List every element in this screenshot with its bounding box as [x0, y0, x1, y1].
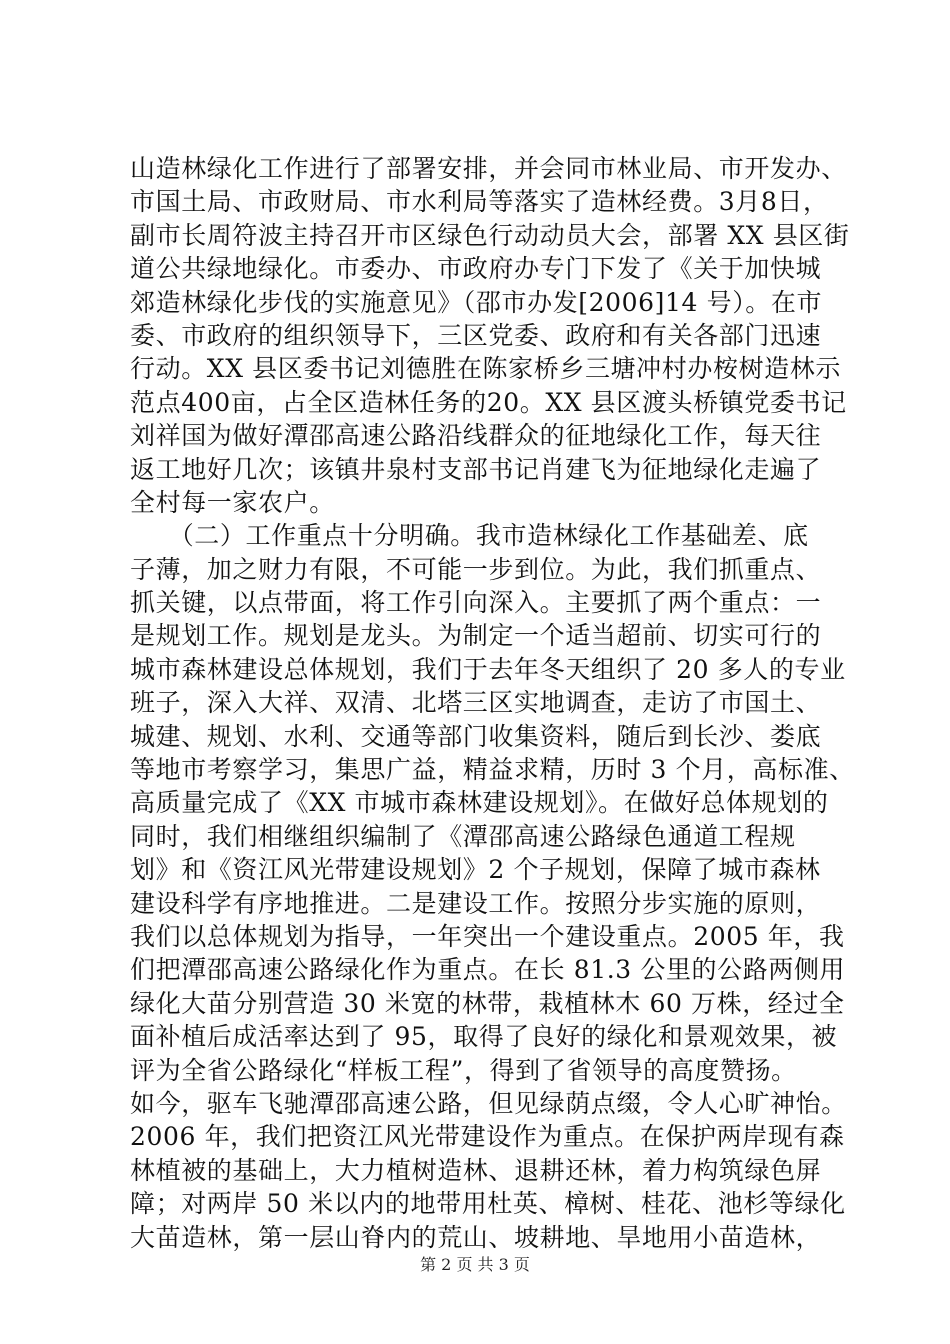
text-line: 2006 年，我们把资江风光带建设作为重点。在保护两岸现有森	[130, 1122, 845, 1152]
text-line: 委、市政府的组织领导下，三区党委、政府和有关各部门迅速	[130, 320, 822, 350]
text-line: 建设科学有序地推进。二是建设工作。按照分步实施的原则，	[130, 888, 822, 918]
text-line: 范点400亩，占全区造林任务的20。XX 县区渡头桥镇党委书记	[130, 387, 847, 417]
text-line: 高质量完成了《XX 市城市森林建设规划》。在做好总体规划的	[130, 788, 829, 818]
text-line: 障；对两岸 50 米以内的地带用杜英、樟树、桂花、池杉等绿化	[130, 1189, 846, 1219]
text-line: 抓关键，以点带面，将工作引向深入。主要抓了两个重点：一	[130, 588, 822, 618]
page-footer: 第 2 页 共 3 页	[420, 1255, 530, 1274]
text-line: （二）工作重点十分明确。我市造林绿化工作基础差、底	[130, 521, 809, 551]
text-line: 市国土局、市政财局、市水利局等落实了造林经费。3月8日，	[130, 187, 829, 217]
text-line: 我们以总体规划为指导，一年突出一个建设重点。2005 年，我	[130, 921, 845, 951]
text-line: 山造林绿化工作进行了部署安排，并会同市林业局、市开发办、	[130, 154, 847, 183]
text-line: 子薄，加之财力有限，不可能一步到位。为此，我们抓重点、	[130, 554, 822, 584]
text-line: 刘祥国为做好潭邵高速公路沿线群众的征地绿化工作，每天往	[130, 421, 822, 451]
text-line: 等地市考察学习，集思广益，精益求精，历时 3 个月，高标准、	[130, 755, 855, 785]
text-line: 返工地好几次；该镇井泉村支部书记肖建飞为征地绿化走遍了	[130, 454, 822, 484]
text-line: 评为全省公路绿化“样板工程”，得到了省领导的高度赞扬。	[130, 1055, 797, 1085]
text-line: 是规划工作。规划是龙头。为制定一个适当超前、切实可行的	[130, 621, 822, 651]
text-line: 城建、规划、水利、交通等部门收集资料，随后到长沙、娄底	[130, 721, 822, 751]
text-line: 城市森林建设总体规划，我们于去年冬天组织了 20 多人的专业	[130, 654, 846, 684]
text-line: 们把潭邵高速公路绿化作为重点。在长 81.3 公里的公路两侧用	[130, 955, 846, 985]
text-line: 绿化大苗分别营造 30 米宽的林带，栽植林木 60 万株，经过全	[130, 988, 845, 1018]
text-line: 如今，驱车飞驰潭邵高速公路，但见绿荫点缀，令人心旷神怡。	[130, 1088, 847, 1118]
text-line: 同时，我们相继组织编制了《潭邵高速公路绿色通道工程规	[130, 821, 796, 851]
text-line: 班子，深入大祥、双清、北塔三区实地调查，走访了市国土、	[130, 688, 822, 718]
text-line: 划》和《资江风光带建设规划》2 个子规划，保障了城市森林	[130, 855, 821, 885]
text-line: 全村每一家农户。	[130, 487, 335, 517]
text-line: 行动。XX 县区委书记刘德胜在陈家桥乡三塘冲村办桉树造林示	[130, 354, 841, 384]
text-line: 副市长周符波主持召开市区绿色行动动员大会，部署 XX 县区街	[130, 220, 850, 250]
text-line: 道公共绿地绿化。市委办、市政府办专门下发了《关于加快城	[130, 254, 822, 284]
text-line: 林植被的基础上，大力植树造林、退耕还林，着力构筑绿色屏	[130, 1155, 822, 1185]
text-line: 郊造林绿化步伐的实施意见》（邵市办发[2006]14 号）。在市	[130, 287, 823, 317]
body-text	[130, 152, 855, 1254]
text-line: 面补植后成活率达到了 95，取得了良好的绿化和景观效果，被	[130, 1022, 838, 1052]
text-line: 大苗造林，第一层山脊内的荒山、坡耕地、旱地用小苗造林，	[130, 1222, 822, 1252]
